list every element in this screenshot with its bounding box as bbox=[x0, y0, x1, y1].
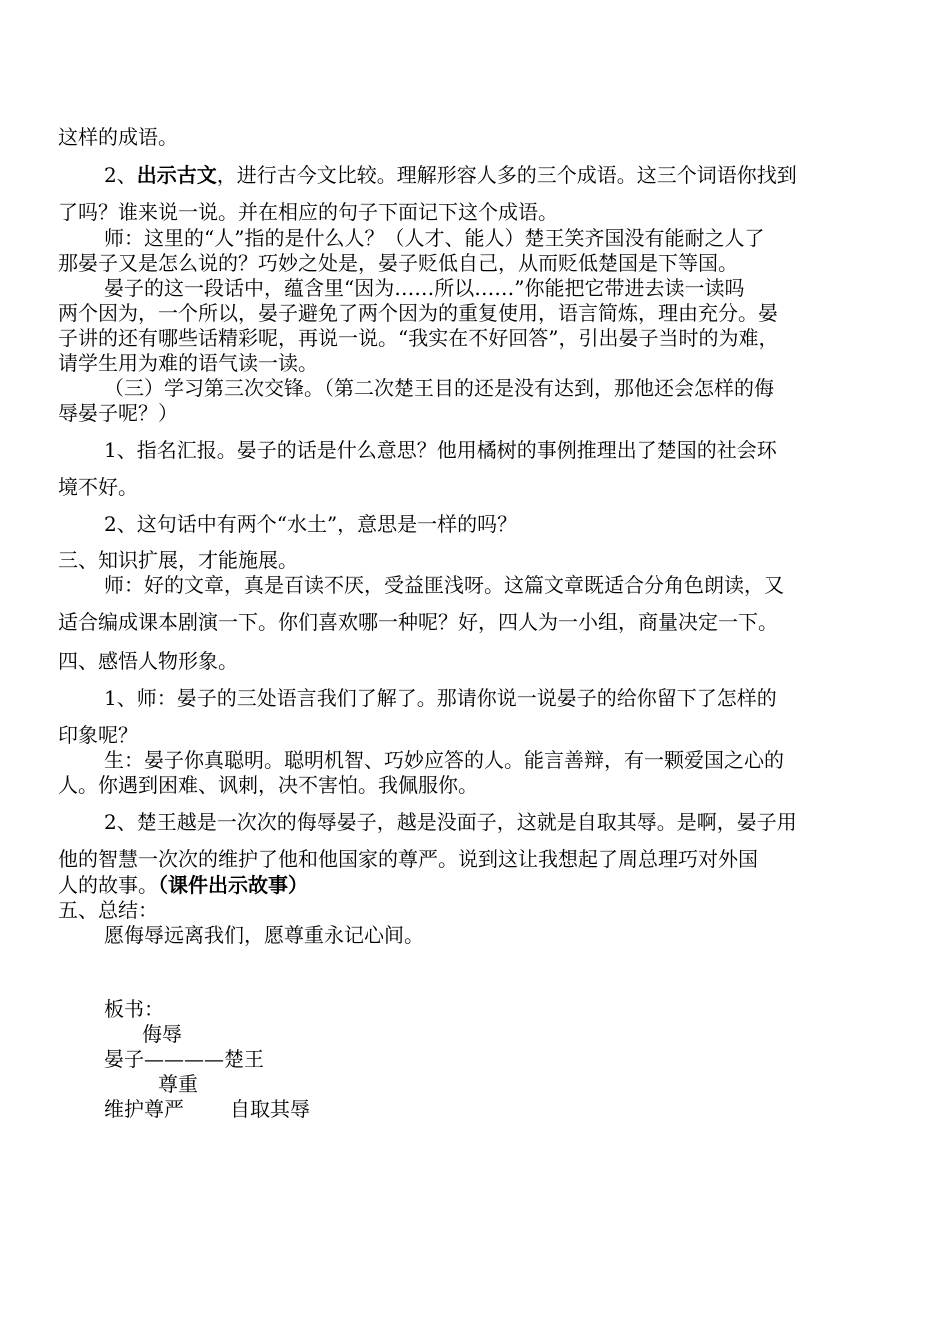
text-line: 2、出示古文，进行古今文比较。理解形容人多的三个成语。这三个词语你找到 bbox=[104, 163, 797, 187]
text-line: 愿侮辱远离我们，愿尊重永记心间。 bbox=[104, 923, 424, 947]
text-line: 2、这句话中有两个“水土”，意思是一样的吗？ bbox=[104, 512, 518, 536]
text-line: 了吗？谁来说一说。并在相应的句子下面记下这个成语。 bbox=[58, 200, 558, 224]
text-line: 境不好。 bbox=[58, 475, 138, 499]
text-line: 请学生用为难的语气读一读。 bbox=[58, 351, 318, 375]
text-line: 子讲的还有哪些话精彩呢，再说一说。“我实在不好回答”，引出晏子当时的为难， bbox=[58, 326, 779, 350]
text-line: 师：好的文章，真是百读不厌，受益匪浅呀。这篇文章既适合分角色朗读，又 bbox=[104, 573, 784, 597]
text-line: 他的智慧一次次的维护了他和他国家的尊严。说到这让我想起了周总理巧对外国 bbox=[58, 847, 758, 871]
bold-phrase: （课件出示故事） bbox=[158, 873, 308, 897]
text-line: 适合编成课本剧演一下。你们喜欢哪一种呢？好，四人为一小组，商量决定一下。 bbox=[58, 610, 778, 634]
text-line: 2、楚王越是一次次的侮辱晏子，越是没面子，这就是自取其辱。是啊，晏子用 bbox=[104, 810, 797, 834]
text-line: 人的故事。（课件出示故事） bbox=[58, 873, 308, 897]
text-line: 辱晏子呢？） bbox=[58, 401, 178, 425]
section-heading: 三、知识扩展，才能施展。 bbox=[58, 548, 298, 572]
text-line: 人。你遇到困难、讽刺，决不害怕。我佩服你。 bbox=[58, 773, 478, 797]
bold-phrase: 出示古文 bbox=[136, 163, 217, 187]
text-line: （三）学习第三次交锋。（第二次楚王目的还是没有达到，那他还会怎样的侮 bbox=[104, 376, 774, 400]
section-heading: 五、总结： bbox=[58, 898, 158, 922]
text-line: 1、指名汇报。晏子的话是什么意思？他用橘树的事例推理出了楚国的社会环 bbox=[104, 438, 777, 462]
text-line: 这样的成语。 bbox=[58, 125, 178, 149]
board-title: 板书： bbox=[104, 997, 164, 1021]
text-line: 1、师：晏子的三处语言我们了解了。那请你说一说晏子的给你留下了怎样的 bbox=[104, 686, 777, 710]
text-line: 晏子的这一段话中，蕴含里“因为……所以……”你能把它带进去读一读吗 bbox=[104, 276, 745, 300]
text-line: 生：晏子你真聪明。聪明机智、巧妙应答的人。能言善辩，有一颗爱国之心的 bbox=[104, 748, 784, 772]
board-left: 维护尊严 bbox=[104, 1097, 184, 1121]
text-line: 两个因为，一个所以，晏子避免了两个因为的重复使用，语言简炼，理由充分。晏 bbox=[58, 301, 778, 325]
board-right: 自取其辱 bbox=[230, 1097, 310, 1121]
text-line: 师：这里的“人”指的是什么人？（人才、能人）楚王笑齐国没有能耐之人了 bbox=[104, 226, 765, 250]
board-insult: 侮辱 bbox=[142, 1022, 182, 1046]
text-line: 印象呢？ bbox=[58, 723, 138, 747]
board-relation-line: 晏子————楚王 bbox=[104, 1047, 264, 1071]
section-heading: 四、感悟人物形象。 bbox=[58, 649, 238, 673]
text-line: 那晏子又是怎么说的？巧妙之处是，晏子贬低自己，从而贬低楚国是下等国。 bbox=[58, 251, 738, 275]
board-respect: 尊重 bbox=[158, 1072, 198, 1096]
